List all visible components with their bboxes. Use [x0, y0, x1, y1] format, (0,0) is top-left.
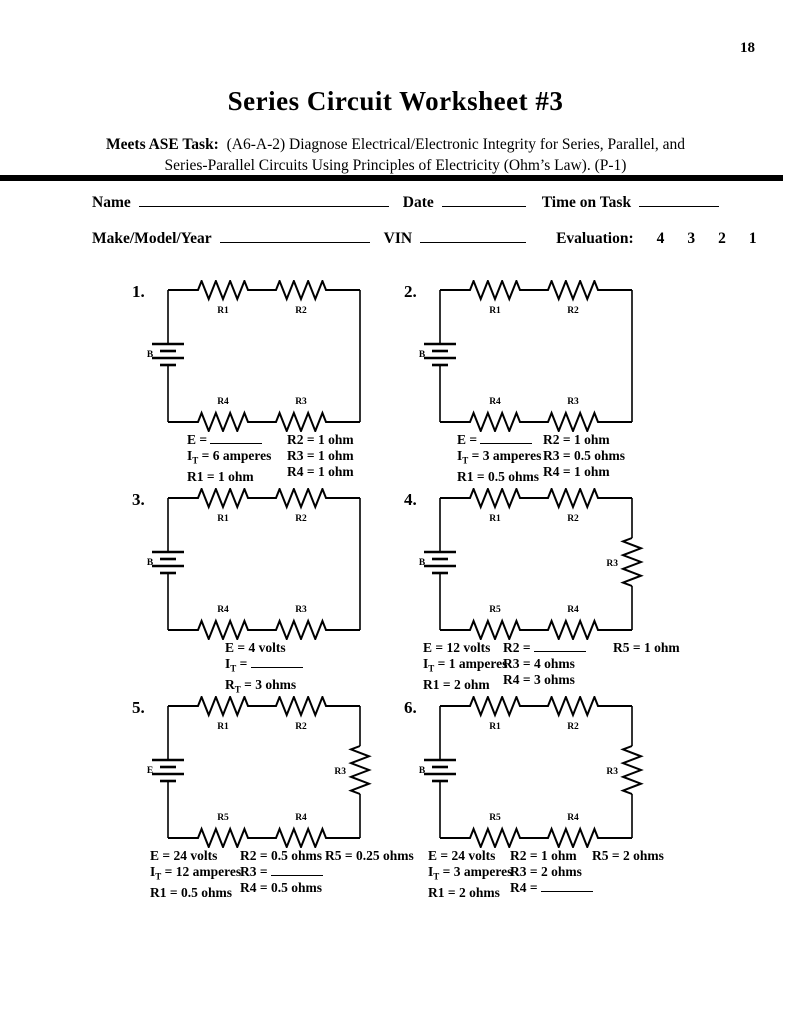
given-value: 12 amperes	[175, 864, 242, 879]
quantity-symbol: I	[225, 656, 231, 671]
circuit-4	[390, 486, 690, 694]
battery-label: B	[146, 350, 154, 360]
answer-blank	[541, 881, 593, 892]
resistor-label-R3: R3	[334, 767, 346, 777]
circuit-4-given-values	[390, 640, 690, 690]
given-value: 1 ohm	[317, 448, 354, 463]
equals-sign: =	[196, 432, 211, 447]
quantity-symbol: R2	[503, 640, 520, 655]
equals-sign: =	[234, 640, 249, 655]
right-resistor	[623, 538, 641, 586]
circuit-5-diagram	[138, 696, 388, 848]
quantity-symbol: R1	[457, 468, 474, 484]
equals-sign: =	[444, 884, 459, 900]
circuit-4-diagram	[410, 488, 660, 640]
resistor-label-R4: R4	[567, 813, 579, 823]
quantity-symbol: I	[187, 448, 193, 463]
time-on-task-label: Time on Task	[541, 194, 632, 211]
vin-blank	[420, 230, 526, 243]
circuit-1-given-R3	[287, 448, 354, 464]
circuit-2-given-R1	[457, 469, 541, 485]
battery-label: B	[418, 766, 426, 776]
equals-sign: =	[559, 432, 574, 447]
circuit-2-given-values	[390, 432, 690, 482]
circuit-4-given-R5	[613, 640, 680, 656]
given-value: 1 ohm	[643, 640, 680, 655]
equals-sign: =	[526, 848, 541, 863]
given-value: 2 ohms	[622, 848, 664, 863]
circuit-2-given-R3	[543, 448, 625, 464]
resistor-label-R4: R4	[217, 605, 229, 615]
circuit-4-number: 4.	[404, 490, 417, 509]
quantity-symbol: R4	[543, 464, 560, 479]
equals-sign: =	[303, 448, 318, 463]
equals-sign: =	[519, 672, 534, 687]
evaluation-label: Evaluation:	[556, 230, 634, 247]
equals-sign: =	[303, 432, 318, 447]
circuit-4-given-R4	[503, 672, 586, 688]
circuit-2-given-E	[457, 432, 541, 448]
circuit-3-given-IT	[225, 656, 303, 677]
resistor-label-R3: R3	[295, 397, 307, 407]
equals-sign: =	[303, 464, 318, 479]
equals-sign: =	[256, 848, 271, 863]
circuit-3-number: 3.	[132, 490, 145, 509]
equals-sign: =	[236, 656, 251, 671]
quantity-subscript: T	[462, 455, 469, 466]
make-model-year-blank	[220, 230, 370, 243]
equals-sign: =	[468, 448, 483, 463]
top-wire-resistors	[168, 489, 360, 507]
given-value: 0.5 ohms	[270, 848, 322, 863]
quantity-symbol: R2	[543, 432, 560, 447]
quantity-symbol: R1	[428, 884, 445, 900]
equals-sign: =	[526, 864, 541, 879]
ase-task-line1	[0, 134, 791, 155]
quantity-symbol: R1	[423, 676, 440, 692]
quantity-symbol: R5	[613, 640, 630, 655]
quantity-subscript: T	[230, 663, 237, 674]
given-value: 2 ohms	[540, 864, 582, 879]
quantity-subscript: T	[155, 871, 162, 882]
quantity-symbol: R2	[287, 432, 304, 447]
resistor-label-R4: R4	[567, 605, 579, 615]
quantity-symbol: E	[225, 640, 235, 655]
circuit-5-given-col-2	[240, 848, 323, 896]
top-wire-resistors	[440, 697, 632, 715]
equals-sign: =	[519, 656, 534, 671]
given-value: 3 ohms	[255, 676, 297, 692]
circuit-6-number: 6.	[404, 698, 417, 717]
circuit-2-given-IT	[457, 448, 541, 469]
answer-blank	[480, 433, 532, 444]
equals-sign: =	[466, 432, 481, 447]
circuit-2	[390, 278, 690, 486]
resistor-label-R5: R5	[217, 813, 229, 823]
top-wire-resistors	[440, 489, 632, 507]
page-title: Series Circuit Worksheet #3	[227, 86, 564, 116]
circuit-6-given-R3	[510, 864, 593, 880]
circuit-2-given-R4	[543, 464, 625, 480]
circuit-4-given-E	[423, 640, 507, 656]
circuit-4-given-R3	[503, 656, 586, 672]
circuit-6	[390, 694, 690, 902]
answer-blank	[210, 433, 262, 444]
quantity-symbol: R1	[150, 884, 167, 900]
quantity-subscript: T	[192, 455, 199, 466]
circuit-2-given-col-1	[457, 432, 541, 485]
equals-sign: =	[341, 848, 356, 863]
resistor-label-R4: R4	[295, 813, 307, 823]
quantity-symbol: R2	[240, 848, 257, 863]
quantity-subscript: T	[428, 663, 435, 674]
equals-sign: =	[240, 676, 256, 692]
circuit-3-given-col-1	[225, 640, 303, 697]
top-wire-resistors	[168, 281, 360, 299]
circuit-1-given-values	[118, 432, 390, 482]
circuit-1-given-col-1	[187, 432, 271, 485]
quantity-symbol: E	[428, 848, 438, 863]
battery-label: B	[418, 350, 426, 360]
equals-sign: =	[439, 864, 454, 879]
circuit-1-number: 1.	[132, 282, 145, 301]
given-value: 4 ohms	[533, 656, 575, 671]
circuit-6-diagram	[410, 696, 660, 848]
given-value: 24 volts	[451, 848, 496, 863]
time-on-task-blank	[639, 194, 719, 207]
resistor-label-R5: R5	[489, 605, 501, 615]
circuit-6-given-R1	[428, 885, 512, 901]
answer-blank	[251, 657, 303, 668]
equals-sign: =	[432, 640, 447, 655]
quantity-symbol: R4	[510, 880, 527, 895]
quantity-symbol: I	[423, 656, 429, 671]
quantity-symbol: R3	[503, 656, 520, 671]
circuit-5-given-R4	[240, 880, 323, 896]
equals-sign: =	[439, 676, 454, 692]
quantity-symbol: E	[150, 848, 160, 863]
quantity-subscript: T	[433, 871, 440, 882]
evaluation-scores	[634, 230, 757, 247]
equals-sign: =	[198, 448, 213, 463]
quantity-symbol: E	[187, 432, 197, 447]
given-value: 1 ohm	[217, 468, 254, 484]
circuit-5-given-values	[118, 848, 414, 900]
given-value: 1 amperes	[448, 656, 508, 671]
equals-sign: =	[437, 848, 452, 863]
given-value: 4 volts	[248, 640, 286, 655]
circuit-3-given-values	[118, 640, 390, 695]
circuit-4-given-col-1	[423, 640, 507, 693]
evaluation-score-3: 3	[687, 230, 696, 247]
resistor-label-R1: R1	[489, 514, 501, 524]
resistor-label-R2: R2	[567, 306, 579, 316]
header-divider	[0, 175, 783, 181]
circuit-1-given-R4	[287, 464, 354, 480]
circuit-5-number: 5.	[132, 698, 145, 717]
circuit-4-given-R1	[423, 677, 507, 693]
resistor-label-R3: R3	[567, 397, 579, 407]
circuit-6-given-R5	[592, 848, 664, 864]
answer-blank	[534, 641, 586, 652]
resistor-label-R5: R5	[489, 813, 501, 823]
given-value: 1 ohm	[317, 464, 354, 479]
quantity-symbol: R	[225, 676, 235, 692]
quantity-symbol: R3	[287, 448, 304, 463]
quantity-symbol: E	[457, 432, 467, 447]
circuit-4-given-col-2	[503, 640, 586, 688]
ase-task-line2: Series-Parallel Circuits Using Principles of Electricity (Ohm’s Law). (P-1)	[164, 157, 627, 174]
name-blank	[139, 194, 389, 207]
circuit-6-given-col-2	[510, 848, 593, 896]
quantity-symbol: R3	[240, 864, 257, 879]
resistor-label-R4: R4	[217, 397, 229, 407]
quantity-symbol: I	[428, 864, 434, 879]
evaluation-score-2: 2	[718, 230, 726, 247]
circuit-2-given-R2	[543, 432, 625, 448]
quantity-symbol: E	[423, 640, 433, 655]
given-value: 3 amperes	[453, 864, 513, 879]
given-value: 12 volts	[446, 640, 491, 655]
equals-sign: =	[608, 848, 623, 863]
resistor-label-R1: R1	[217, 514, 229, 524]
circuit-5-given-R1	[150, 885, 241, 901]
given-value: 3 ohms	[533, 672, 575, 687]
page-number: 18	[740, 40, 755, 56]
equals-sign: =	[159, 848, 174, 863]
bottom-wire-resistors	[168, 413, 360, 431]
circuit-6-given-values	[390, 848, 690, 898]
circuit-2-number: 2.	[404, 282, 417, 301]
circuit-5-given-IT	[150, 864, 241, 885]
given-value: 1 ohm	[573, 464, 610, 479]
circuit-6-given-IT	[428, 864, 512, 885]
circuit-3-diagram	[138, 488, 388, 640]
resistor-label-R2: R2	[295, 722, 307, 732]
circuit-4-given-IT	[423, 656, 507, 677]
vin-label: VIN	[383, 230, 413, 247]
resistor-label-R1: R1	[489, 306, 501, 316]
ase-task-label: Meets ASE Task:	[106, 136, 219, 153]
circuit-4-given-col-3	[613, 640, 680, 656]
circuit-1-given-R2	[287, 432, 354, 448]
given-value: 0.5 ohms	[487, 468, 539, 484]
equals-sign: =	[526, 880, 541, 895]
top-wire-resistors	[168, 697, 360, 715]
battery-label: B	[146, 558, 154, 568]
quantity-symbol: R5	[325, 848, 342, 863]
circuit-1-given-E	[187, 432, 271, 448]
right-resistor	[623, 746, 641, 794]
equals-sign: =	[161, 864, 176, 879]
equals-sign: =	[559, 448, 574, 463]
resistor-label-R2: R2	[295, 306, 307, 316]
right-resistor	[351, 746, 369, 794]
quantity-symbol: R4	[240, 880, 257, 895]
quantity-symbol: R3	[543, 448, 560, 463]
given-value: 3 amperes	[482, 448, 542, 463]
given-value: 2 ohm	[453, 676, 490, 692]
equals-sign: =	[519, 640, 534, 655]
ase-task-text	[0, 134, 791, 176]
form-row-2	[92, 230, 757, 248]
circuit-6-given-col-1	[428, 848, 512, 901]
circuit-6-given-col-3	[592, 848, 664, 864]
quantity-symbol: R4	[287, 464, 304, 479]
equals-sign: =	[166, 884, 181, 900]
quantity-symbol: R2	[510, 848, 527, 863]
evaluation-score-4: 4	[656, 230, 665, 247]
bottom-wire-resistors	[168, 621, 360, 639]
equals-sign: =	[473, 468, 488, 484]
equals-sign: =	[629, 640, 644, 655]
name-label: Name	[92, 194, 131, 211]
form-row-1	[92, 194, 719, 212]
equals-sign: =	[256, 864, 271, 879]
resistor-label-R1: R1	[489, 722, 501, 732]
top-wire-resistors	[440, 281, 632, 299]
circuit-3	[118, 486, 390, 694]
circuit-5-given-R3	[240, 864, 323, 880]
quantity-symbol: I	[150, 864, 156, 879]
circuit-1-given-col-2	[287, 432, 354, 480]
bottom-wire-resistors	[440, 413, 632, 431]
circuit-1-given-IT	[187, 448, 271, 469]
given-value: 0.5 ohms	[573, 448, 625, 463]
equals-sign: =	[434, 656, 449, 671]
resistor-label-R1: R1	[217, 306, 229, 316]
circuit-1-diagram	[138, 280, 388, 432]
circuit-6-given-E	[428, 848, 512, 864]
circuit-6-given-R4	[510, 880, 593, 896]
bottom-wire-resistors	[440, 829, 632, 847]
circuit-2-diagram	[410, 280, 660, 432]
battery-label: B	[418, 558, 426, 568]
quantity-symbol: I	[457, 448, 463, 463]
circuit-4-given-R2	[503, 640, 586, 656]
circuits-grid	[118, 278, 690, 902]
circuit-1-given-R1	[187, 469, 271, 485]
battery-label: E	[146, 766, 154, 776]
circuit-5	[118, 694, 414, 902]
resistor-label-R1: R1	[217, 722, 229, 732]
circuit-6-given-R2	[510, 848, 593, 864]
evaluation-score-1: 1	[748, 230, 757, 247]
resistor-label-R4: R4	[489, 397, 501, 407]
given-value: 1 ohm	[317, 432, 354, 447]
circuit-1	[118, 278, 390, 486]
resistor-label-R3: R3	[606, 559, 618, 569]
quantity-symbol: R4	[503, 672, 520, 687]
resistor-label-R2: R2	[567, 722, 579, 732]
given-value: 0.5 ohms	[180, 884, 232, 900]
quantity-symbol: R5	[592, 848, 609, 863]
given-value: 1 ohm	[540, 848, 577, 863]
circuit-5-given-col-1	[150, 848, 241, 901]
date-label: Date	[402, 194, 434, 211]
quantity-symbol: R1	[187, 468, 204, 484]
given-value: 2 ohms	[458, 884, 500, 900]
equals-sign: =	[203, 468, 218, 484]
equals-sign: =	[256, 880, 271, 895]
given-value: 6 amperes	[212, 448, 272, 463]
circuit-5-given-E	[150, 848, 241, 864]
circuit-3-given-E	[225, 640, 303, 656]
given-value: 0.25 ohms	[355, 848, 414, 863]
answer-blank	[271, 865, 323, 876]
given-value: 1 ohm	[573, 432, 610, 447]
date-blank	[442, 194, 526, 207]
bottom-wire-resistors	[168, 829, 360, 847]
resistor-label-R3: R3	[295, 605, 307, 615]
resistor-label-R2: R2	[295, 514, 307, 524]
ase-task-line1-rest: (A6-A-2) Diagnose Electrical/Electronic Integrity for Series, Parallel, and	[226, 136, 685, 153]
circuit-2-given-col-2	[543, 432, 625, 480]
quantity-symbol: R3	[510, 864, 527, 879]
quantity-subscript: T	[234, 684, 241, 695]
given-value: 0.5 ohms	[270, 880, 322, 895]
equals-sign: =	[559, 464, 574, 479]
resistor-label-R2: R2	[567, 514, 579, 524]
given-value: 24 volts	[173, 848, 218, 863]
circuit-5-given-R2	[240, 848, 323, 864]
resistor-label-R3: R3	[606, 767, 618, 777]
make-model-year-label: Make/Model/Year	[92, 230, 212, 247]
bottom-wire-resistors	[440, 621, 632, 639]
